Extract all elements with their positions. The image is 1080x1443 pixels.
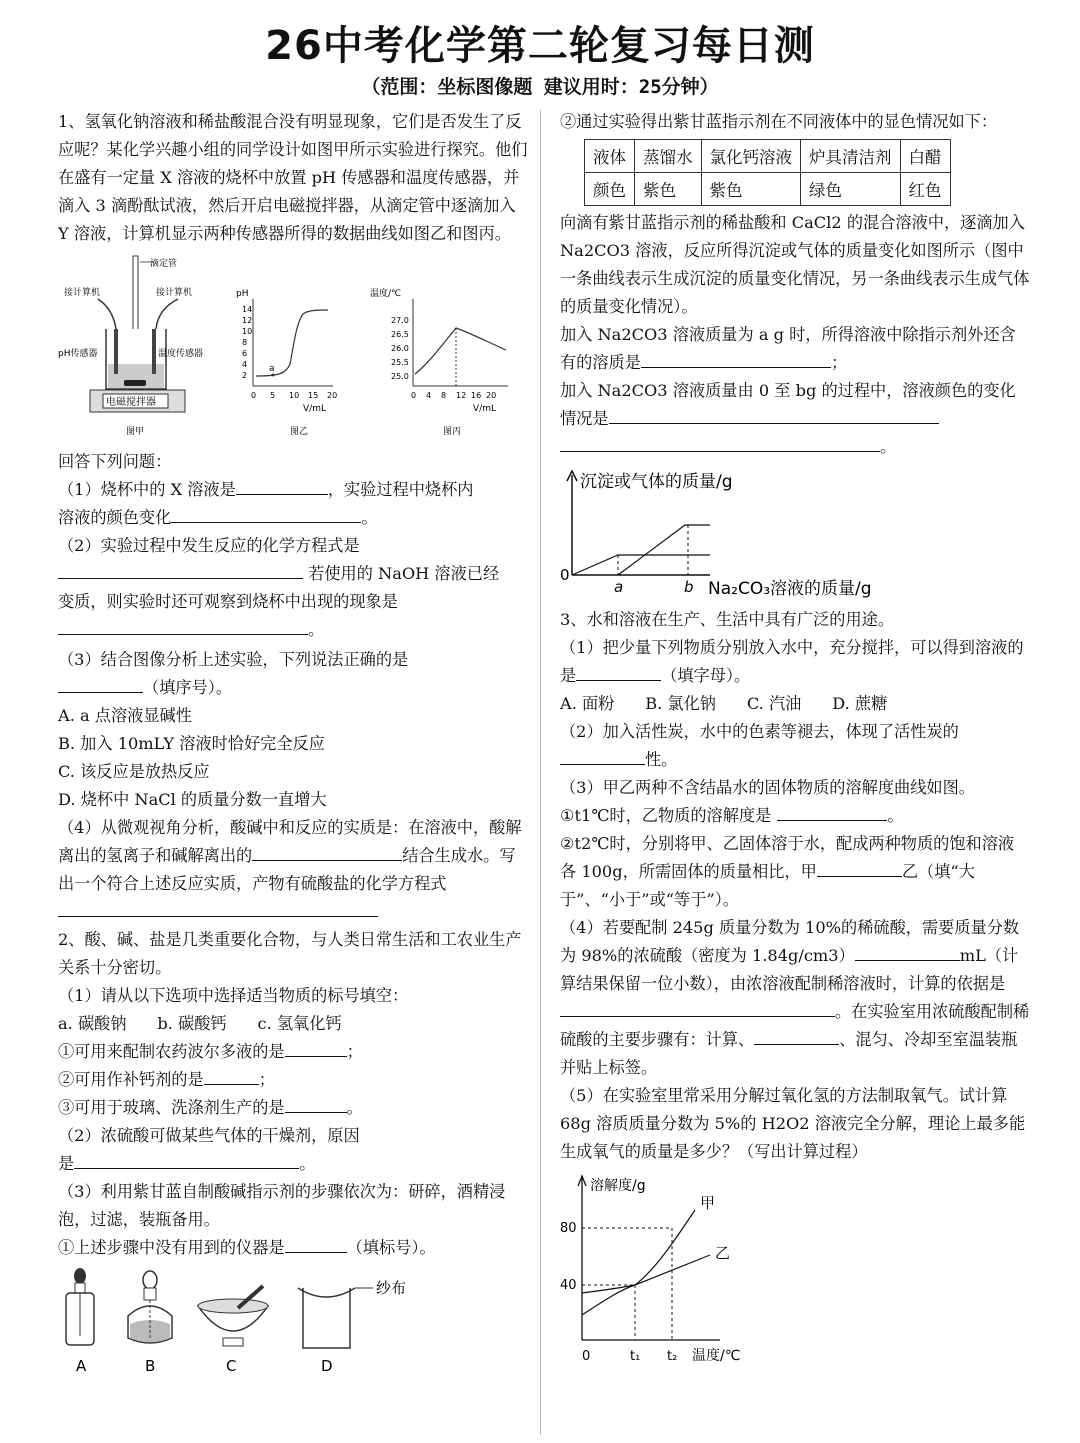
temp-xtick: 0	[411, 391, 417, 400]
q3-p3: （3）甲乙两种不含结晶水的固体物质的溶解度曲线如图。	[560, 778, 975, 797]
table-row	[585, 140, 951, 173]
pg-ylabel: 沉淀或气体的质量/g	[580, 472, 733, 492]
q3-p2b: 性。	[645, 750, 678, 769]
instrument-label-c: C	[226, 1357, 237, 1375]
beaker-gauze-icon	[298, 1279, 406, 1348]
q2-p3: （3）利用紫甘蓝自制酸碱指示剂的步骤依次为：研碎，酒精浸泡，过滤，装瓶备用。	[58, 1182, 506, 1229]
answer-blank[interactable]	[560, 998, 835, 1017]
answer-blank[interactable]	[754, 1026, 839, 1045]
q2-i1: ①可用来配制农药波尔多液的是	[58, 1042, 285, 1061]
apparatus-diagram	[58, 256, 203, 437]
temp-ylabel: 温度/℃	[370, 289, 402, 299]
dropper-bottle-icon	[66, 1268, 94, 1345]
q2-p3i1a: ①上述步骤中没有用到的仪器是	[58, 1238, 285, 1257]
q1-s3b: （填序号）。	[143, 678, 233, 697]
table-cell: 白醋	[900, 140, 950, 173]
q2-i3: ③可用于玻璃、洗涤剂生产的是	[58, 1098, 285, 1117]
temp-chart	[370, 287, 508, 437]
table-cell: 炉具清洁剂	[801, 140, 901, 173]
q1-sub2-end	[58, 616, 528, 644]
sol-t2: t₂	[667, 1349, 678, 1364]
q2r-p1: ②通过实验得出紫甘蓝指示剂在不同液体中的显色情况如下：	[560, 112, 998, 131]
q3-p3i2b: 乙（填“大于”、“小于”或“等于”）。	[560, 862, 975, 909]
q1-sub3: （3）结合图像分析上述实验，下列说法正确的是	[58, 650, 409, 669]
sol-ylabel: 溶解度/g	[590, 1178, 646, 1194]
sol-xlabel: 温度/℃	[692, 1348, 741, 1364]
q1-s4b: 结合生成水。写出一个符合上述反应实质，产物有硫酸盐的化学方程式	[58, 846, 516, 893]
temp-ytick: 26.5	[391, 330, 409, 339]
mortar-pestle-icon	[198, 1286, 268, 1346]
q1-figure	[58, 254, 528, 444]
answer-blank[interactable]	[58, 616, 308, 635]
temp-xtick: 4	[426, 391, 432, 400]
ph-xlabel: V/mL	[303, 404, 326, 414]
q2-p2b: 是	[58, 1154, 75, 1173]
answer-blank[interactable]	[285, 1094, 347, 1113]
q1-sub1-cont	[58, 504, 528, 532]
q2-i2: ②可用作补钙剂的是	[58, 1070, 204, 1089]
q3-p3i2a: ②t2℃时，分别将甲、乙固体溶于水，配成两种物质的饱和溶液各 100g，所需固体的质量相比，甲	[560, 834, 1015, 881]
table-cell: 液体	[585, 140, 635, 173]
computer-right-label: 接计算机	[156, 288, 193, 298]
q2-item2	[58, 1066, 528, 1094]
q3-intro: 3、水和溶液在生产、生活中具有广泛的用途。	[560, 610, 895, 629]
answer-blank[interactable]	[560, 433, 880, 452]
ph-ylabel: pH	[236, 289, 249, 299]
ph-chart	[236, 289, 337, 437]
ph-xtick: 0	[251, 391, 257, 400]
ph-xtick: 5	[270, 391, 276, 400]
page-subtitle: （范围：坐标图像题 建议用时：25分钟）	[361, 76, 719, 98]
q3-p3-item1	[560, 802, 1030, 830]
answer-blank[interactable]	[855, 942, 960, 961]
table-cell: 颜色	[585, 173, 635, 206]
temp-xtick: 8	[441, 391, 447, 400]
temp-ytick: 27.0	[391, 316, 409, 325]
table-cell: 紫色	[701, 173, 801, 206]
q1-s4a: （4）从微观视角分析，酸碱中和反应的实质是：在溶液中，酸解离出的氢离子和碱解离出的	[58, 818, 522, 865]
q2-p2c: 。	[299, 1154, 316, 1173]
q1-sub2-cont	[58, 560, 528, 588]
q2-i2e: ；	[258, 1070, 275, 1089]
answer-blank[interactable]	[58, 674, 143, 693]
answer-blank[interactable]	[777, 802, 887, 821]
sol-y80: 80	[560, 1221, 577, 1236]
q2-i1e: ；	[346, 1042, 363, 1061]
ph-sensor-label: pH传感器	[58, 349, 98, 359]
q1-answer-intro: 回答下列问题：	[58, 452, 172, 471]
temp-sensor-label: 温度传感器	[158, 349, 204, 359]
q2-p2: （2）浓硫酸可做某些气体的干燥剂，原因	[58, 1126, 360, 1145]
answer-blank[interactable]	[204, 1066, 259, 1085]
q2r-p3b: ；	[830, 353, 848, 372]
q1-option-a: A. a 点溶液显碱性	[58, 706, 192, 725]
answer-blank[interactable]	[609, 405, 939, 424]
q3-p4a: （4）若要配制 245g 质量分数为 10%的稀硫酸，需要质量分数为 98%的浓硫酸（密度为 1.84g/cm3）	[560, 918, 1020, 965]
column-divider	[540, 110, 541, 1435]
answer-blank[interactable]	[171, 504, 361, 523]
table-row	[585, 173, 951, 206]
q2-i3e: 。	[346, 1098, 363, 1117]
ph-xtick: 15	[308, 391, 319, 400]
q2r-p2: 向滴有紫甘蓝指示剂的稀盐酸和 CaCl2 的混合溶液中，逐滴加入 Na2CO3 溶液，反应所得沉淀或气体的质量变化如图所示（图中一条曲线表示生成沉淀的质量变化情况，另一条曲线表示生成气体的质量变化情况）。	[560, 213, 1031, 316]
ph-ytick: 8	[242, 338, 248, 347]
q2r-p4b: 。	[880, 437, 897, 456]
temp-curve	[415, 328, 506, 374]
temp-ytick: 25.0	[391, 372, 409, 381]
temp-xlabel: V/mL	[473, 404, 496, 414]
answer-blank[interactable]	[560, 746, 645, 765]
q1-s1c: 溶液的颜色变化	[58, 508, 172, 527]
yi-curve	[582, 1255, 710, 1293]
q2r-p3a: 加入 Na2CO3 溶液质量为 a g 时，所得溶液中除指示剂外还含有的溶质是	[560, 325, 1016, 372]
sol-t1: t₁	[630, 1349, 641, 1364]
q2-p3-item1	[58, 1234, 528, 1262]
q1-s2c: 变质，则实验时还可观察到烧杯中出现的现象是	[58, 592, 398, 611]
ph-curve	[256, 310, 328, 376]
answer-blank[interactable]	[285, 1038, 347, 1057]
table-cell: 蒸馏水	[635, 140, 702, 173]
jia-label: 甲	[700, 1194, 716, 1212]
q3-p4b: mL（计算结果保留一位小数），由浓溶液配制稀溶液时，计算的依据是	[560, 946, 1019, 993]
temp-ytick: 25.5	[391, 358, 409, 367]
answer-blank[interactable]	[576, 662, 661, 681]
table-cell: 绿色	[801, 173, 901, 206]
q2-item1	[58, 1038, 528, 1066]
q1-s2d: 。	[308, 620, 325, 639]
sol-y40: 40	[560, 1278, 577, 1293]
fig-jia-caption: 图甲	[126, 427, 145, 437]
page-title: 26中考化学第二轮复习每日测	[265, 23, 815, 69]
temp-xtick: 20	[486, 391, 497, 400]
q1-s1b: ，实验过程中烧杯内	[327, 480, 474, 499]
pg-xlabel: Na₂CO₃溶液的质量/g	[708, 579, 872, 599]
q2-p2-cont	[58, 1150, 528, 1178]
instrument-label-a: A	[76, 1357, 87, 1375]
q2-item3	[58, 1094, 528, 1122]
pg-a-label: a	[614, 578, 624, 596]
burette-label: 滴定管	[150, 259, 178, 269]
answer-blank[interactable]	[252, 842, 402, 861]
computer-left-label: 接计算机	[64, 288, 101, 298]
q3-p2a: （2）加入活性炭，水中的色素等褪去，体现了活性炭的	[560, 722, 959, 741]
ph-ytick: 10	[242, 327, 253, 336]
sol-origin: 0	[582, 1349, 591, 1364]
q1-intro: 1、氢氧化钠溶液和稀盐酸混合没有明显现象，它们是否发生了反应呢？某化学兴趣小组的同学设计如图甲所示实验进行探究。他们在盛有一定量 X 溶液的烧杯中放置 pH 传感器和温度传感器，并滴入 3 滴酚酞试液，然后开启电磁搅拌器，从滴定管中逐滴加入 Y 溶液，计算机显示两种传感器所得的数据曲线如图乙和图丙。	[58, 112, 528, 243]
q2-intro: 2、酸、碱、盐是几类重要化合物，与人类日常生活和工农业生产关系十分密切。	[58, 930, 522, 977]
q1-figure-svg	[58, 254, 528, 444]
temp-ytick: 26.0	[391, 344, 409, 353]
gauze-label: 纱布	[376, 1279, 407, 1297]
yi-label: 乙	[715, 1244, 731, 1262]
right-column	[560, 108, 1030, 1369]
q1-option-b: B. 加入 10mLY 溶液时恰好完全反应	[58, 734, 325, 753]
instruments-figure	[58, 1266, 528, 1376]
instrument-label-b: B	[145, 1357, 156, 1375]
solubility-chart	[560, 1170, 1030, 1365]
q2r-p4a: 加入 Na2CO3 溶液质量由 0 至 bg 的过程中，溶液颜色的变化情况是	[560, 381, 1016, 428]
ph-point-a: a	[269, 364, 275, 374]
q3-p1b: （填字母）。	[661, 666, 751, 685]
table-cell: 红色	[900, 173, 950, 206]
q3-p4c: 。在实验室用浓硫酸配制稀硫酸的主要步骤有：计算、	[560, 1002, 1030, 1049]
q3-p5: （5）在实验室里常采用分解过氧化氢的方法制取氧气。试计算 68g 溶质质量分数为 5%的 H2O2 溶液完全分解，理论上最多能生成氧气的质量是多少？（写出计算过程）	[560, 1086, 1026, 1161]
q3-p3i1a: ①t1℃时，乙物质的溶解度是	[560, 806, 772, 825]
q1-s1d: 。	[361, 508, 378, 527]
q1-s2b: 若使用的 NaOH 溶液已经	[303, 564, 500, 583]
indicator-color-table	[584, 139, 951, 206]
pg-origin: 0	[560, 566, 570, 584]
temp-xtick: 12	[456, 391, 467, 400]
precipitate-curve	[618, 525, 710, 575]
fig-yi-caption: 图乙	[290, 427, 309, 437]
left-column	[58, 108, 528, 1380]
q1-option-c: C. 该反应是放热反应	[58, 762, 210, 781]
q3-options: A. 面粉 B. 氯化钠 C. 汽油 D. 蔗糖	[560, 694, 888, 713]
q3-p3i1b: 。	[887, 806, 904, 825]
stirrer-label: 电磁搅拌器	[106, 397, 156, 408]
precipitate-gas-chart	[560, 467, 1030, 602]
ph-ytick: 4	[242, 360, 248, 369]
q1-sub1	[58, 476, 528, 504]
q2-p3i1b: （填标号）。	[346, 1238, 436, 1257]
answer-blank[interactable]	[236, 476, 328, 495]
table-cell: 氯化钙溶液	[701, 140, 801, 173]
q3-p2	[560, 718, 1030, 774]
answer-blank[interactable]	[285, 1234, 347, 1253]
q3-p3-item2	[560, 830, 1030, 914]
temp-xtick: 16	[471, 391, 482, 400]
answer-blank[interactable]	[58, 898, 378, 917]
q1-sub2: （2）实验过程中发生反应的化学方程式是	[58, 536, 360, 555]
q3-p1a: （1）把少量下列物质分别放入水中，充分搅拌，可以得到溶液的是	[560, 638, 1024, 685]
ph-ytick: 2	[242, 371, 248, 380]
instrument-label-d: D	[321, 1357, 333, 1375]
q2r-p4	[560, 377, 1030, 461]
q2-choices: a. 碳酸钠 b. 碳酸钙 c. 氢氧化钙	[58, 1014, 342, 1033]
table-cell: 紫色	[635, 173, 702, 206]
q1-sub3-cont	[58, 674, 528, 702]
q3-p4	[560, 914, 1030, 1082]
answer-blank[interactable]	[58, 560, 303, 579]
answer-blank[interactable]	[74, 1150, 299, 1169]
pg-b-label: b	[684, 578, 694, 596]
q1-option-d: D. 烧杯中 NaCl 的质量分数一直增大	[58, 790, 327, 809]
q3-p4d: 、混匀、冷却至室温装瓶并贴上标签。	[560, 1030, 1018, 1077]
q1-s1a: （1）烧杯中的 X 溶液是	[58, 480, 236, 499]
ph-ytick: 12	[242, 316, 253, 325]
answer-blank[interactable]	[817, 858, 902, 877]
fig-bing-caption: 图丙	[443, 427, 462, 437]
ph-ytick: 6	[242, 349, 248, 358]
alcohol-lamp-icon	[128, 1271, 172, 1343]
q3-p1	[560, 634, 1030, 690]
q2-p1: （1）请从以下选项中选择适当物质的标号填空：	[58, 986, 409, 1005]
q1-sub4	[58, 814, 528, 926]
answer-blank[interactable]	[641, 349, 831, 368]
q2r-p3	[560, 321, 1030, 377]
ph-xtick: 20	[327, 391, 338, 400]
jia-curve	[582, 1210, 695, 1315]
ph-xtick: 10	[289, 391, 300, 400]
ph-ytick: 14	[242, 305, 253, 314]
